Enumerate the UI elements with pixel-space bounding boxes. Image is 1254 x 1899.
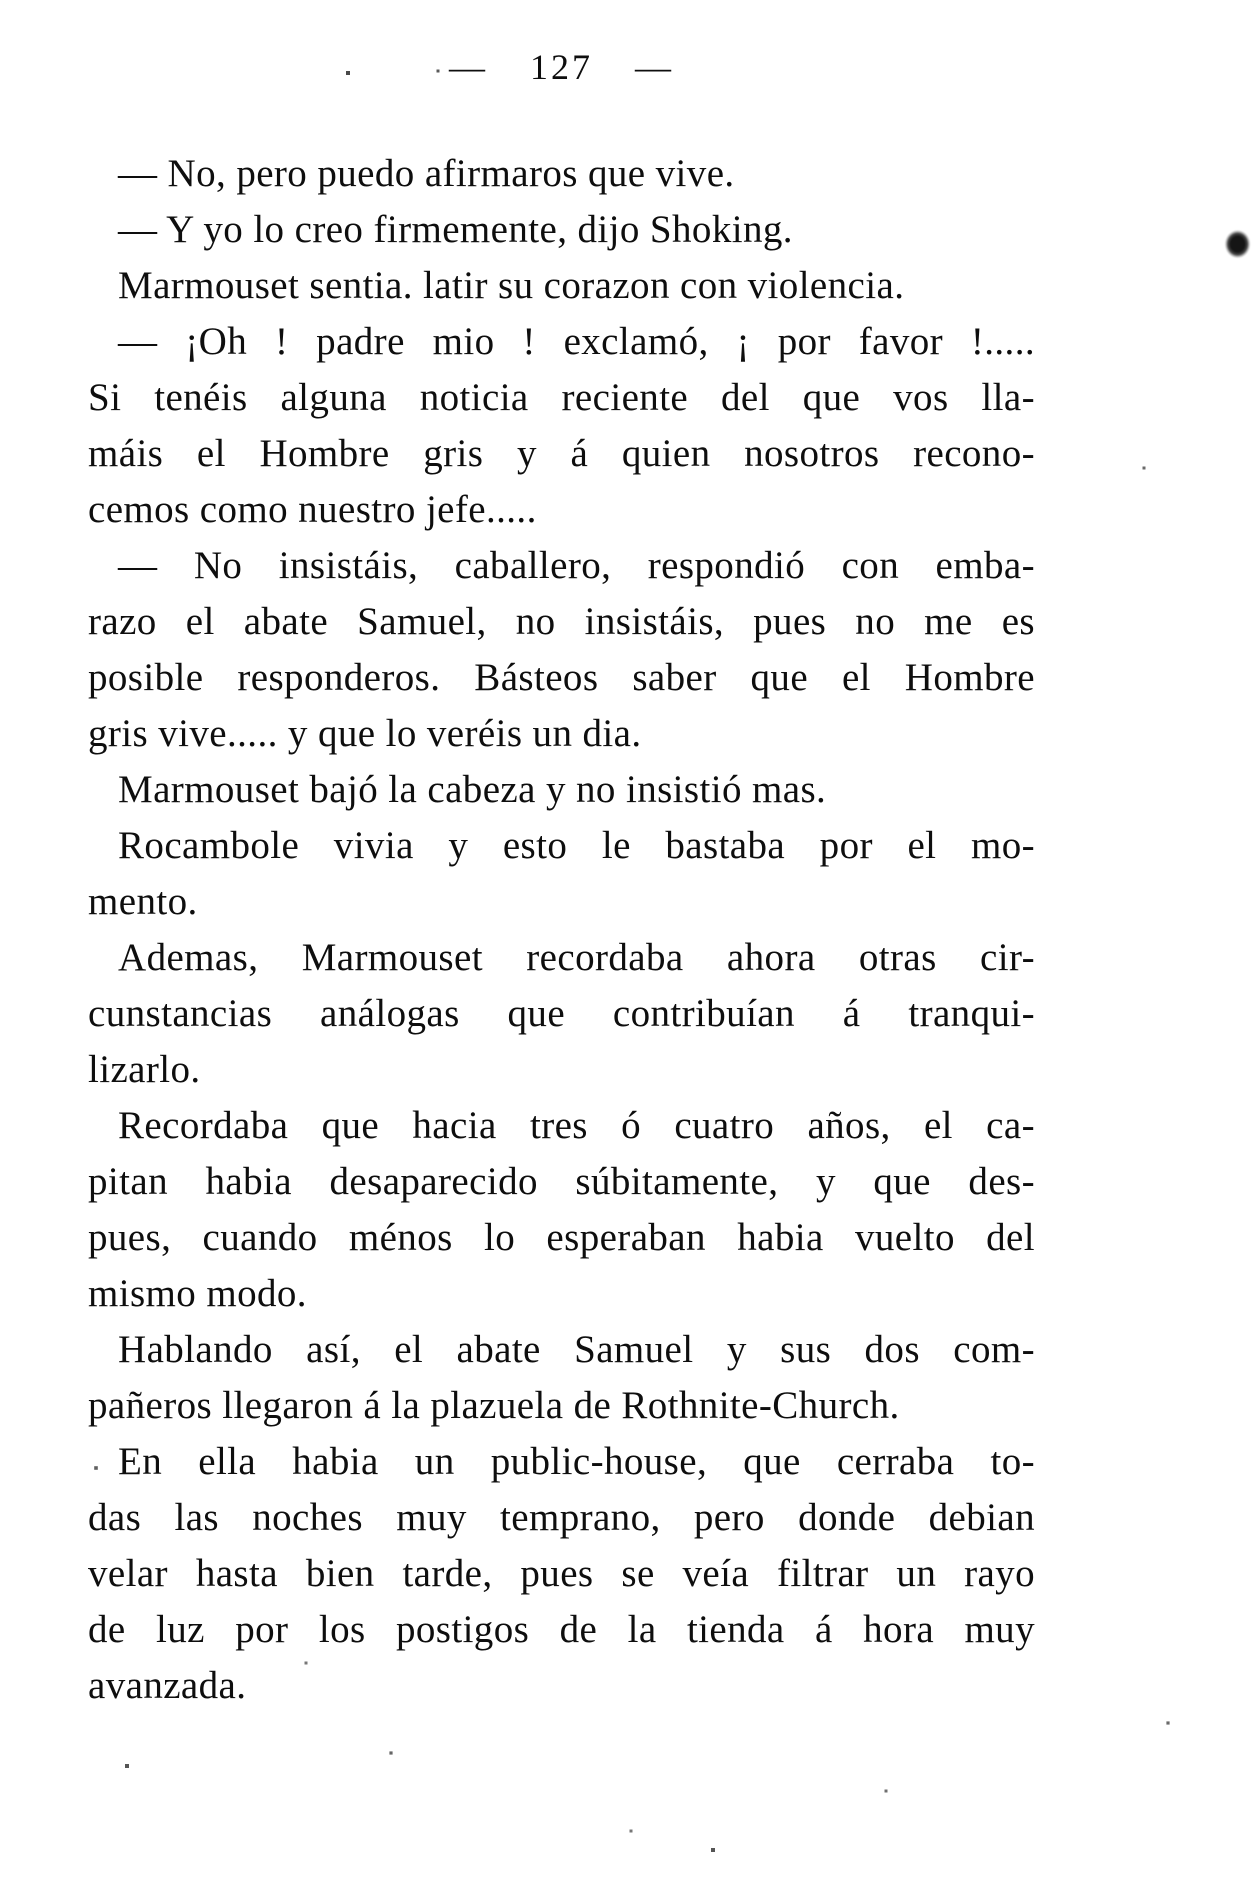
text-line: das las noches muy temprano, pero donde debian: [88, 1496, 1035, 1539]
text-line: mento.: [88, 880, 198, 923]
text-line: posible responderos. Básteos saber que el Hombre: [88, 656, 1035, 699]
paragraph: [88, 762, 1035, 818]
text-line: — No, pero puedo afirmaros que vive.: [118, 152, 735, 195]
text-line: razo el abate Samuel, no insistáis, pues no me es: [88, 600, 1035, 643]
text-line: pues, cuando ménos lo esperaban habia vuelto del: [88, 1216, 1035, 1259]
text-line: Hablando así, el abate Samuel y sus dos com-: [118, 1328, 1035, 1371]
paragraph: [88, 1322, 1035, 1434]
text-line: lizarlo.: [88, 1048, 201, 1091]
text-line: cunstancias análogas que contribuían á tranqui-: [88, 992, 1035, 1035]
text-line: máis el Hombre gris y á quien nosotros recono-: [88, 432, 1035, 475]
text-line: Ademas, Marmouset recordaba ahora otras cir-: [118, 936, 1035, 979]
text-line: Marmouset sentia. latir su corazon con violencia.: [118, 264, 905, 307]
text-line: cemos como nuestro jefe.....: [88, 488, 537, 531]
text-line: velar hasta bien tarde, pues se veía filtrar un rayo: [88, 1552, 1035, 1595]
text-line: Recordaba que hacia tres ó cuatro años, el ca-: [118, 1104, 1035, 1147]
paragraph: [88, 1434, 1035, 1714]
paragraph: [88, 930, 1035, 1098]
paragraph: [88, 1098, 1035, 1322]
scan-specks: [0, 0, 2, 2]
page-number: — 127 —: [449, 47, 674, 87]
paragraph: [88, 258, 1035, 314]
text-line: — No insistáis, caballero, respondió con emba-: [118, 544, 1035, 587]
text-line: gris vive..... y que lo veréis un dia.: [88, 712, 642, 755]
text-line: pañeros llegaron á la plazuela de Rothnite-Church.: [88, 1384, 900, 1427]
paragraph: [88, 202, 1035, 258]
text-line: de luz por los postigos de la tienda á hora muy: [88, 1608, 1035, 1651]
text-line: pitan habia desaparecido súbitamente, y que des-: [88, 1160, 1035, 1203]
text-line: En ella habia un public-house, que cerraba to-: [118, 1440, 1035, 1483]
ink-smudge: [1220, 227, 1252, 265]
text-line: avanzada.: [88, 1664, 247, 1707]
text-line: Rocambole vivia y esto le bastaba por el mo-: [118, 824, 1035, 867]
text-line: — Y yo lo creo firmemente, dijo Shoking.: [118, 208, 793, 251]
page-text: [88, 146, 1035, 1714]
paragraph: [88, 146, 1035, 202]
text-line: mismo modo.: [88, 1272, 307, 1315]
paragraph: [88, 818, 1035, 930]
paragraph: [88, 538, 1035, 762]
text-line: — ¡Oh ! padre mio ! exclamó, ¡ por favor !.....: [118, 320, 1035, 363]
paragraph: [88, 314, 1035, 538]
text-line: Marmouset bajó la cabeza y no insistió mas.: [118, 768, 827, 811]
text-line: Si tenéis alguna noticia reciente del que vos lla-: [88, 376, 1035, 419]
